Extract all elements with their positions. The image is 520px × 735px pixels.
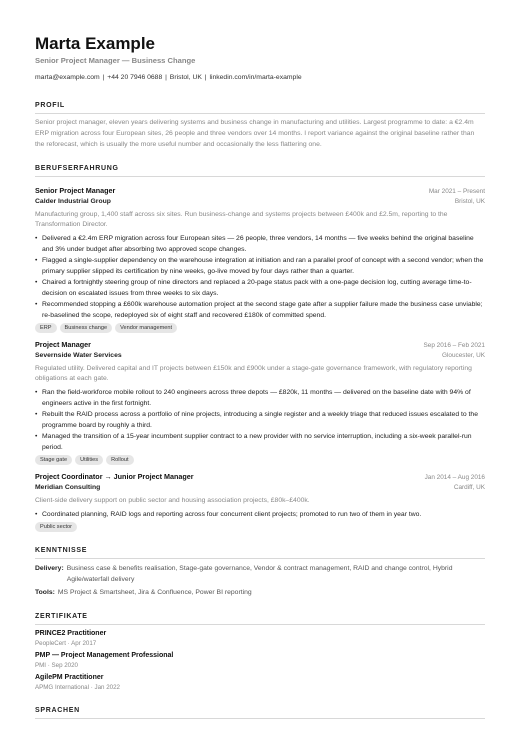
certification-item — [35, 651, 485, 670]
skill-tag: Business change — [60, 323, 113, 333]
job-location: Gloucester, UK — [442, 352, 485, 359]
section-divider — [35, 558, 485, 559]
job-tags — [35, 522, 485, 532]
job-bullet: • Recommended stopping a £600k warehouse automation project at the second stage gate after a supplier failure made the business case unviable; re-baselined the scope, redeployed six of eight staff and recovered £180k of committed spend. — [35, 299, 485, 321]
certification-name: AgilePM Practitioner — [35, 674, 104, 681]
certification-meta: PeopleCert · Apr 2017 — [35, 640, 97, 647]
job-location: Bristol, UK — [454, 198, 485, 205]
job-subheader — [35, 197, 485, 207]
job-company: Meridian Consulting — [35, 484, 101, 491]
job-tags — [35, 323, 485, 333]
skill-tag: Stage gate — [35, 455, 72, 465]
job-description: Client-side delivery support on public sector and housing association projects, £80k–£400k. — [35, 497, 310, 504]
skill-tag: Utilities — [75, 455, 103, 465]
experience-section — [35, 164, 485, 532]
contact-separator: | — [204, 74, 207, 81]
job-bullets — [35, 509, 485, 520]
job-subheader — [35, 483, 485, 493]
job-bullet: • Delivered a €2.4m ERP migration across four European sites — 26 people, three vendors, 14 months — five weeks behind the original baseline and 3% under budget after absorbing two approved scope changes. — [35, 233, 485, 255]
job-dates: Sep 2016 – Feb 2021 — [423, 342, 485, 349]
job-entry — [35, 186, 485, 333]
skill-tag: Public sector — [35, 522, 77, 532]
job-entry — [35, 340, 485, 465]
skills-tools — [35, 587, 485, 598]
section-divider — [35, 718, 485, 719]
languages-section — [35, 706, 485, 719]
job-description: Regulated utility. Delivered capital and IT projects between £150k and £900k under a stage-gate governance framework, with regulatory reporting obligations at each gate. — [35, 365, 472, 382]
job-description: Manufacturing group, 1,400 staff across six sites. Run business-change and systems projects between £400k and £2.5m, reporting to the Transformation Director. — [35, 211, 448, 228]
job-company: Severnside Water Services — [35, 352, 122, 359]
certification-name: PMP — Project Management Professional — [35, 652, 174, 659]
section-title-certifications: ZERTIFIKATE — [35, 613, 88, 620]
job-bullets — [35, 233, 485, 321]
certification-meta: APMG International · Jan 2022 — [35, 684, 120, 691]
contact-location: Bristol, UK — [169, 74, 202, 81]
job-entry — [35, 472, 485, 532]
job-header — [35, 340, 485, 351]
job-title: Senior Project Manager — [35, 186, 116, 195]
job-bullet: • Ran the field-workforce mobile rollout to 240 engineers across three depots — £820k, 11 months — delivered on the baseline date with 94% of engineers active in the first fortnight. — [35, 387, 485, 409]
resume-header — [35, 34, 485, 82]
candidate-name: Marta Example — [35, 34, 155, 53]
candidate-headline: Senior Project Manager — Business Change — [35, 56, 196, 65]
job-title: Project Coordinator → Junior Project Manager — [35, 472, 194, 481]
profile-summary: Senior project manager, eleven years delivering systems and business change in manufacturing and utilities. Largest programme to date: a €2.4m ERP migration across four European sites, 26 people and three vendors over 14 months. I report variance against the original baseline rather than the reforecast, which is usually the more useful number and occasionally the less flattering one. — [35, 119, 475, 148]
skill-tag: Vendor management — [115, 323, 177, 333]
job-tags — [35, 455, 485, 465]
skills-tools-label: Tools: — [35, 589, 55, 596]
contact-separator: | — [165, 74, 167, 81]
certification-name: PRINCE2 Practitioner — [35, 630, 107, 637]
certification-meta: PMI · Sep 2020 — [35, 662, 78, 669]
certification-item — [35, 629, 485, 648]
job-header — [35, 472, 485, 483]
job-bullet: • Managed the transition of a 15-year incumbent supplier contract to a new provider with no service interruption, including a six-week parallel-run period. — [35, 431, 485, 453]
job-bullets — [35, 387, 485, 453]
job-subheader — [35, 351, 485, 361]
certifications-section — [35, 612, 485, 692]
job-location: Cardiff, UK — [453, 484, 485, 491]
section-divider — [35, 176, 485, 177]
skills-section — [35, 546, 485, 598]
job-title: Project Manager — [35, 340, 91, 349]
section-title-skills: KENNTNISSE — [35, 547, 88, 554]
skills-delivery-label: Delivery: — [35, 565, 64, 572]
section-divider — [35, 113, 485, 114]
job-company: Calder Industrial Group — [35, 198, 111, 205]
skills-tools-text: MS Project & Smartsheet, Jira & Confluence, Power BI reporting — [57, 589, 252, 596]
section-title-profile: PROFIL — [35, 102, 65, 109]
job-bullet: • Coordinated planning, RAID logs and reporting across four concurrent client projects; promoted to run two of them in year two. — [35, 509, 485, 520]
job-dates: Mar 2021 – Present — [428, 188, 485, 195]
job-bullet: • Rebuilt the RAID process across a portfolio of nine projects, introducing a single register and a weekly triage that reduced issues escalated to the programme board by roughly a third. — [35, 409, 485, 431]
contact-email[interactable]: marta@example.com — [35, 74, 100, 81]
contact-line — [35, 73, 485, 82]
skills-delivery — [35, 563, 485, 585]
skill-tag: ERP — [35, 323, 57, 333]
skills-delivery-text: Business case & benefits realisation, Stage-gate governance, Vendor & contract management, RAID and change control, Hybrid Agile/waterfall delivery — [66, 565, 453, 583]
certification-item — [35, 673, 485, 692]
skill-tag: Rollout — [106, 455, 133, 465]
contact-separator: | — [102, 74, 105, 81]
contact-linkedin[interactable]: linkedin.com/in/marta-example — [209, 74, 302, 81]
section-title-languages: SPRACHEN — [35, 707, 80, 714]
section-divider — [35, 624, 485, 625]
job-dates: Jan 2014 – Aug 2016 — [424, 474, 485, 481]
job-header — [35, 186, 485, 197]
section-title-experience: BERUFSERFAHRUNG — [35, 165, 119, 172]
profile-section — [35, 101, 485, 150]
contact-phone: +44 20 7946 0688 — [107, 74, 163, 81]
job-bullet: • Flagged a single-supplier dependency on the warehouse integration at initiation and ran a parallel proof of concept with a second vendor; when the primary supplier slipped its certification by nine weeks, go-live moved by four days rather than a quarter. — [35, 255, 485, 277]
job-bullet: • Chaired a fortnightly steering group of nine directors and replaced a 20-page status pack with a one-page decision log, cutting average time-to-decision on escalated issues from three weeks to six days. — [35, 277, 485, 299]
